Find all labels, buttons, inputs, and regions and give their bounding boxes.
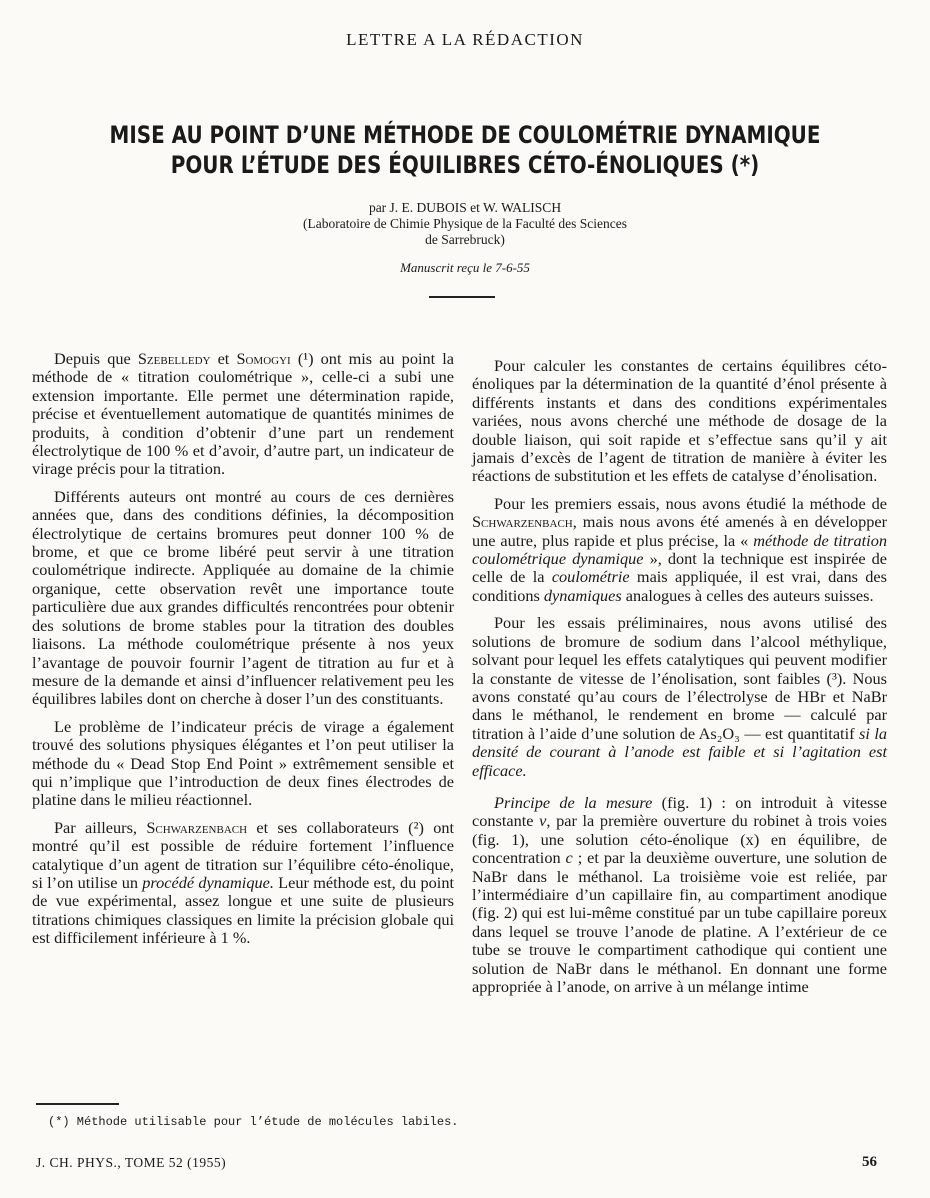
- affiliation-line-2: de Sarrebruck): [425, 232, 505, 247]
- text: (¹) ont mis au point la méthode de « titration coulométrique », celle-ci a subi une extension importante. Elle permet une détermination rapide, précise et éventuellement automatique de quantités minimes de produits, à condition d’obtenir d’une part un rendement électrolytique de 100 % et d’avoir, d’autre part, un indicateur de virage précis pour la titration.: [32, 349, 455, 479]
- title-line-2: POUR L’ÉTUDE DES ÉQUILIBRES CÉTO-ÉNOLIQUES (*): [170, 151, 760, 179]
- author-name: Somogyi: [236, 349, 291, 368]
- emphasis: coulométrie: [551, 567, 630, 587]
- text: mais appliquée, il est vrai, dans des conditions: [472, 567, 887, 605]
- footnote-divider: [36, 1103, 119, 1105]
- emphasis: procédé dynamique.: [142, 872, 274, 892]
- author-name: Schwarzenbach: [146, 817, 248, 837]
- text: », dont la technique est inspirée de celle de la: [472, 549, 887, 587]
- left-paragraph-2: Différents auteurs ont montré au cours de ces dernières années que, dans des conditions définies, la décomposition électrolytique de certains bromures peut donner 100 % de brome, et que ce brome libéré peut servir à une titration coulométrique indirecte. Appliquée au domaine de la chimie organique, cette observation revêt une importance toute particulière due aux grandes difficultés rencontrées pour obtenir des solutions de brome stables pour la titration des doubles liaisons. La méthode coulométrique présente à nos yeux l’avantage de pouvoir fournir l’agent de titration au fur et à mesure de la demande et ainsi d’influencer relativement peu les équilibres labiles dont on cherche à doser l’un des constituants.: [32, 486, 454, 709]
- article-title: [79, 120, 851, 180]
- text: Pour les essais préliminaires, nous avons utilisé des solutions de bromure de sodium dans l’alcool méthylique, solvant pour lequel les effets catalytiques qui peuvent modifier la constante de vitesse de l’énolisation, sont faibles (³). Nous avons constaté qu’au cours de l’électrolyse de HBr et NaBr dans le méthanol, le rendement en brome — calculé par titration à l’aide d’une solution de As₂O₃ — est quantitatif: [472, 613, 887, 743]
- title-line-1: MISE AU POINT D’UNE MÉTHODE DE COULOMÉTRIE DYNAMIQUE: [109, 121, 821, 149]
- variable: v: [539, 811, 547, 831]
- page-number: 56: [862, 1154, 877, 1170]
- emphasis: si la densité de courant à l’anode est faible et si l’agitation est efficace.: [472, 723, 887, 780]
- variable: c: [565, 848, 573, 868]
- section-header: LETTRE A LA RÉDACTION: [346, 30, 584, 49]
- right-paragraph-3: [472, 614, 887, 780]
- received-date: Manuscrit reçu le 7-6-55: [400, 260, 530, 275]
- title-divider: [429, 296, 495, 298]
- emphasis: Principe de la mesure: [494, 792, 653, 812]
- text: ; et par la deuxième ouverture, une solution de NaBr dans le méthanol. La troisième voie est reliée, par l’intermédiaire d’un capillaire fin, au compartiment anodique (fig. 2) qui est lui-même constitué par un tube capillaire poreux dans lequel se trouve l’anode de platine. A l’extérieur de ce tube se trouve le compartiment cathodique qui contient une solution de NaBr dans le méthanol. En donnant une forme appropriée à l’anode, on arrive à un mélange intime: [472, 848, 888, 996]
- text: , mais nous avons été amenés à en développer une autre, plus rapide et plus précise, la «: [472, 512, 887, 550]
- right-column: [472, 357, 887, 1005]
- emphasis: dynamiques: [543, 585, 622, 605]
- text: , par la première ouverture du robinet à trois voies (fig. 1), une solution céto-énolique (x) en équilibre, de concentration: [472, 811, 887, 868]
- text: et ses collaborateurs (²) ont montré qu’il est possible de réduire fortement l’influence catalytique d’un agent de titration sur l’équilibre céto-énolique, si l’on utilise un: [32, 817, 455, 892]
- left-paragraph-3: Le problème de l’indicateur précis de virage a également trouvé des solutions physiques élégantes et l’on peut utiliser la méthode du « Dead Stop End Point » extrêmement sensible et qui n’implique que l’introduction de deux fines électrodes de platine dans le milieu réactionnel.: [32, 716, 454, 810]
- affiliation-line-1: (Laboratoire de Chimie Physique de la Faculté des Sciences: [303, 216, 627, 231]
- text: Par ailleurs,: [54, 817, 147, 837]
- text: et: [210, 349, 237, 368]
- author-block: [0, 200, 930, 248]
- text: analogues à celles des auteurs suisses.: [621, 585, 874, 605]
- author-name: Szebelledy: [137, 349, 211, 368]
- author-name: Schwarzenbach: [472, 512, 573, 532]
- text: Leur méthode est, du point de vue expérimental, assez longue et une suite de plusieurs titrations chimiques classiques en limite la précision globale qui est difficilement inférieure à 1 %.: [32, 872, 454, 948]
- journal-reference: J. CH. PHYS., TOME 52 (1955): [36, 1155, 227, 1170]
- right-paragraph-4: [472, 794, 887, 996]
- left-column: [32, 350, 454, 957]
- text: (fig. 1) : on introduit à vitesse constante: [472, 792, 887, 831]
- text: Depuis que: [54, 349, 138, 368]
- left-paragraph-1: [32, 350, 454, 479]
- right-paragraph-1: Pour calculer les constantes de certains équilibres céto-énoliques par la détermination de la quantité d’énol présente à différents instants et dans des conditions expérimentales variées, nous avons cherché une méthode de dosage de la double liaison, qui soit rapide et s’effectue sans qu’il y ait jamais d’excès de l’agent de titration de manière à éviter les réactions de substitution et les effets de catalyse d’énolisation.: [472, 356, 887, 486]
- footnote: (*) Méthode utilisable pour l’étude de molécules labiles.: [48, 1115, 459, 1129]
- emphasis: méthode de titration coulométrique dynamique: [472, 530, 887, 569]
- right-paragraph-2: [472, 495, 887, 605]
- left-paragraph-4: [32, 819, 454, 948]
- authors: par J. E. DUBOIS et W. WALISCH: [368, 200, 562, 215]
- text: Pour les premiers essais, nous avons étudié la méthode de: [494, 493, 887, 513]
